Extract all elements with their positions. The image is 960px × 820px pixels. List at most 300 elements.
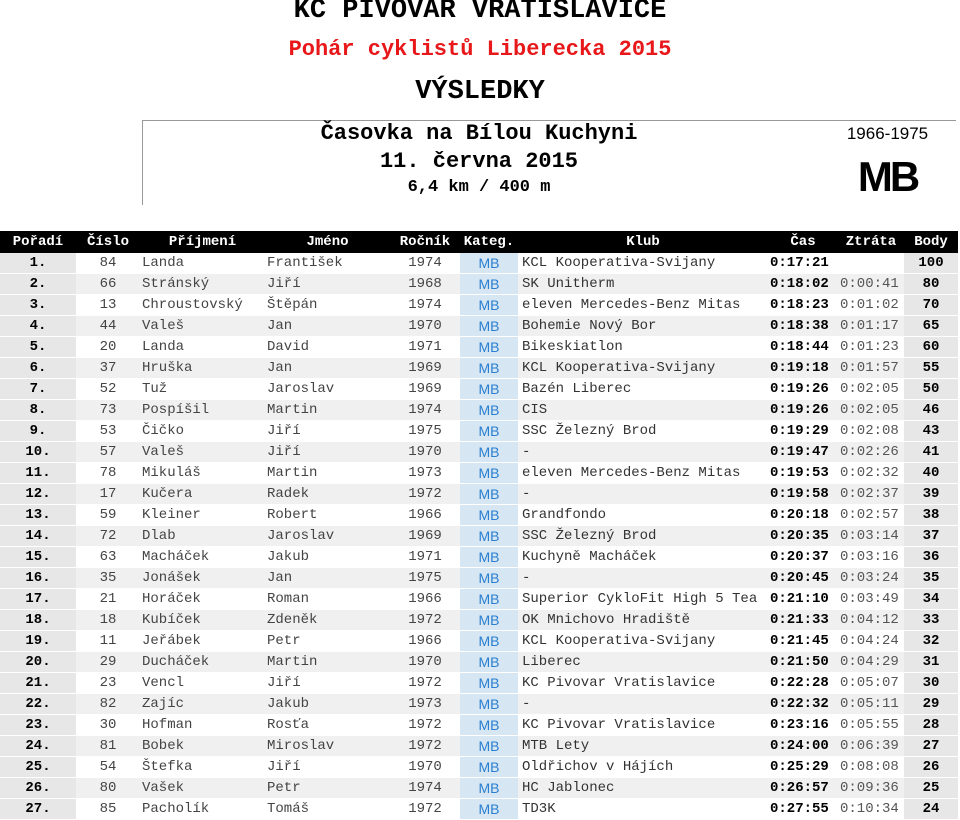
- table-row: [0, 799, 958, 820]
- time-cell: 0:19:26: [768, 379, 838, 400]
- birth-year-cell: 1972: [390, 715, 460, 736]
- points-cell: 50: [904, 379, 958, 400]
- table-row: [0, 589, 958, 610]
- surname-cell: Jeřábek: [140, 631, 265, 652]
- points-cell: 24: [904, 799, 958, 820]
- bib-number-cell: 72: [76, 526, 140, 547]
- points-cell: 34: [904, 589, 958, 610]
- points-cell: 70: [904, 295, 958, 316]
- position-cell: 17.: [0, 589, 76, 610]
- club-cell: -: [518, 442, 768, 463]
- points-cell: 36: [904, 547, 958, 568]
- position-cell: 7.: [0, 379, 76, 400]
- points-cell: 25: [904, 778, 958, 799]
- time-loss-cell: 0:01:02: [838, 295, 904, 316]
- time-cell: 0:20:37: [768, 547, 838, 568]
- points-cell: 26: [904, 757, 958, 778]
- club-cell: KC Pivovar Vratislavice: [518, 715, 768, 736]
- time-cell: 0:21:33: [768, 610, 838, 631]
- table-row: [0, 379, 958, 400]
- time-cell: 0:17:21: [768, 253, 838, 274]
- table-row: [0, 505, 958, 526]
- birth-year-cell: 1974: [390, 400, 460, 421]
- time-cell: 0:20:18: [768, 505, 838, 526]
- surname-cell: Kleiner: [140, 505, 265, 526]
- bib-number-cell: 23: [76, 673, 140, 694]
- birth-year-cell: 1969: [390, 379, 460, 400]
- time-cell: 0:25:29: [768, 757, 838, 778]
- bib-number-cell: 54: [76, 757, 140, 778]
- table-row: [0, 694, 958, 715]
- category-cell: MB: [460, 673, 518, 694]
- time-loss-cell: 0:04:29: [838, 652, 904, 673]
- time-loss-cell: [838, 253, 904, 274]
- bib-number-cell: 17: [76, 484, 140, 505]
- club-cell: KC Pivovar Vratislavice: [518, 673, 768, 694]
- time-loss-cell: 0:03:16: [838, 547, 904, 568]
- club-cell: TD3K: [518, 799, 768, 820]
- club-cell: KCL Kooperativa-Svijany: [518, 358, 768, 379]
- table-row: [0, 547, 958, 568]
- bib-number-cell: 59: [76, 505, 140, 526]
- first-name-cell: Jakub: [265, 547, 390, 568]
- table-row: [0, 568, 958, 589]
- birth-year-cell: 1966: [390, 505, 460, 526]
- first-name-cell: Štěpán: [265, 295, 390, 316]
- column-header: Jméno: [265, 231, 390, 253]
- time-cell: 0:19:47: [768, 442, 838, 463]
- position-cell: 12.: [0, 484, 76, 505]
- table-row: [0, 736, 958, 757]
- position-cell: 5.: [0, 337, 76, 358]
- club-cell: Superior CykloFit High 5 Tea: [518, 589, 768, 610]
- category-years: 1966-1975: [846, 124, 929, 143]
- first-name-cell: Radek: [265, 484, 390, 505]
- position-cell: 14.: [0, 526, 76, 547]
- position-cell: 1.: [0, 253, 76, 274]
- birth-year-cell: 1973: [390, 694, 460, 715]
- time-loss-cell: 0:02:05: [838, 379, 904, 400]
- time-loss-cell: 0:04:12: [838, 610, 904, 631]
- results-title: VÝSLEDKY: [415, 77, 545, 107]
- points-cell: 32: [904, 631, 958, 652]
- time-cell: 0:22:32: [768, 694, 838, 715]
- category-cell: MB: [460, 610, 518, 631]
- table-row: [0, 715, 958, 736]
- birth-year-cell: 1972: [390, 673, 460, 694]
- surname-cell: Hofman: [140, 715, 265, 736]
- category-cell: MB: [460, 631, 518, 652]
- time-loss-cell: 0:03:49: [838, 589, 904, 610]
- bib-number-cell: 29: [76, 652, 140, 673]
- time-cell: 0:19:26: [768, 400, 838, 421]
- table-row: [0, 253, 958, 274]
- position-cell: 22.: [0, 694, 76, 715]
- surname-cell: Tuž: [140, 379, 265, 400]
- first-name-cell: Petr: [265, 778, 390, 799]
- surname-cell: Horáček: [140, 589, 265, 610]
- surname-cell: Čičko: [140, 421, 265, 442]
- time-loss-cell: 0:02:26: [838, 442, 904, 463]
- category-cell: MB: [460, 694, 518, 715]
- points-cell: 41: [904, 442, 958, 463]
- bib-number-cell: 85: [76, 799, 140, 820]
- bib-number-cell: 80: [76, 778, 140, 799]
- points-cell: 43: [904, 421, 958, 442]
- category-cell: MB: [460, 400, 518, 421]
- category-cell: MB: [460, 505, 518, 526]
- table-row: [0, 358, 958, 379]
- position-cell: 8.: [0, 400, 76, 421]
- position-cell: 10.: [0, 442, 76, 463]
- surname-cell: Kubíček: [140, 610, 265, 631]
- points-cell: 30: [904, 673, 958, 694]
- time-loss-cell: 0:05:55: [838, 715, 904, 736]
- time-loss-cell: 0:09:36: [838, 778, 904, 799]
- birth-year-cell: 1970: [390, 316, 460, 337]
- club-cell: SSC Železný Brod: [518, 526, 768, 547]
- points-cell: 27: [904, 736, 958, 757]
- points-cell: 46: [904, 400, 958, 421]
- table-row: [0, 778, 958, 799]
- club-cell: SSC Železný Brod: [518, 421, 768, 442]
- birth-year-cell: 1972: [390, 484, 460, 505]
- points-cell: 60: [904, 337, 958, 358]
- category-cell: MB: [460, 442, 518, 463]
- birth-year-cell: 1966: [390, 589, 460, 610]
- category-cell: MB: [460, 358, 518, 379]
- category-cell: MB: [460, 547, 518, 568]
- first-name-cell: Jaroslav: [265, 379, 390, 400]
- club-cell: CIS: [518, 400, 768, 421]
- birth-year-cell: 1973: [390, 463, 460, 484]
- time-cell: 0:19:18: [768, 358, 838, 379]
- surname-cell: Kučera: [140, 484, 265, 505]
- birth-year-cell: 1971: [390, 337, 460, 358]
- club-cell: -: [518, 694, 768, 715]
- first-name-cell: Jakub: [265, 694, 390, 715]
- first-name-cell: Jiří: [265, 673, 390, 694]
- category-cell: MB: [460, 757, 518, 778]
- bib-number-cell: 82: [76, 694, 140, 715]
- first-name-cell: František: [265, 253, 390, 274]
- table-row: [0, 526, 958, 547]
- club-cell: eleven Mercedes-Benz Mitas: [518, 463, 768, 484]
- bib-number-cell: 84: [76, 253, 140, 274]
- points-cell: 35: [904, 568, 958, 589]
- bib-number-cell: 21: [76, 589, 140, 610]
- birth-year-cell: 1974: [390, 778, 460, 799]
- birth-year-cell: 1968: [390, 274, 460, 295]
- surname-cell: Vencl: [140, 673, 265, 694]
- surname-cell: Valeš: [140, 442, 265, 463]
- first-name-cell: David: [265, 337, 390, 358]
- first-name-cell: Tomáš: [265, 799, 390, 820]
- results-table: [0, 231, 958, 820]
- points-cell: 37: [904, 526, 958, 547]
- birth-year-cell: 1975: [390, 568, 460, 589]
- column-header: Číslo: [76, 231, 140, 253]
- surname-cell: Pospíšil: [140, 400, 265, 421]
- position-cell: 3.: [0, 295, 76, 316]
- time-loss-cell: 0:02:08: [838, 421, 904, 442]
- time-loss-cell: 0:02:32: [838, 463, 904, 484]
- position-cell: 24.: [0, 736, 76, 757]
- category-cell: MB: [460, 652, 518, 673]
- surname-cell: Vašek: [140, 778, 265, 799]
- first-name-cell: Martin: [265, 652, 390, 673]
- time-loss-cell: 0:03:14: [838, 526, 904, 547]
- category-cell: MB: [460, 379, 518, 400]
- table-row: [0, 337, 958, 358]
- column-header: Příjmení: [140, 231, 265, 253]
- position-cell: 6.: [0, 358, 76, 379]
- birth-year-cell: 1970: [390, 652, 460, 673]
- time-cell: 0:21:10: [768, 589, 838, 610]
- time-cell: 0:20:45: [768, 568, 838, 589]
- birth-year-cell: 1970: [390, 757, 460, 778]
- club-cell: eleven Mercedes-Benz Mitas: [518, 295, 768, 316]
- event-name: Časovka na Bílou Kuchyni: [320, 121, 638, 146]
- birth-year-cell: 1970: [390, 442, 460, 463]
- birth-year-cell: 1966: [390, 631, 460, 652]
- time-loss-cell: 0:01:57: [838, 358, 904, 379]
- category-cell: MB: [460, 484, 518, 505]
- surname-cell: Zajíc: [140, 694, 265, 715]
- bib-number-cell: 52: [76, 379, 140, 400]
- club-cell: KCL Kooperativa-Svijany: [518, 631, 768, 652]
- time-cell: 0:26:57: [768, 778, 838, 799]
- club-cell: KCL Kooperativa-Svijany: [518, 253, 768, 274]
- category-cell: MB: [460, 253, 518, 274]
- time-loss-cell: 0:06:39: [838, 736, 904, 757]
- time-loss-cell: 0:02:37: [838, 484, 904, 505]
- time-cell: 0:24:00: [768, 736, 838, 757]
- first-name-cell: Martin: [265, 400, 390, 421]
- points-cell: 29: [904, 694, 958, 715]
- event-date: 11. června 2015: [379, 149, 579, 174]
- surname-cell: Macháček: [140, 547, 265, 568]
- time-loss-cell: 0:01:23: [838, 337, 904, 358]
- birth-year-cell: 1974: [390, 295, 460, 316]
- position-cell: 9.: [0, 421, 76, 442]
- club-cell: Kuchyně Macháček: [518, 547, 768, 568]
- table-row: [0, 295, 958, 316]
- table-row: [0, 316, 958, 337]
- bib-number-cell: 73: [76, 400, 140, 421]
- club-cell: MTB Lety: [518, 736, 768, 757]
- category-cell: MB: [460, 778, 518, 799]
- first-name-cell: Miroslav: [265, 736, 390, 757]
- club-cell: SK Unitherm: [518, 274, 768, 295]
- time-cell: 0:19:58: [768, 484, 838, 505]
- birth-year-cell: 1974: [390, 253, 460, 274]
- first-name-cell: Martin: [265, 463, 390, 484]
- bib-number-cell: 57: [76, 442, 140, 463]
- club-cell: Bohemie Nový Bor: [518, 316, 768, 337]
- surname-cell: Ducháček: [140, 652, 265, 673]
- time-cell: 0:22:28: [768, 673, 838, 694]
- time-cell: 0:21:50: [768, 652, 838, 673]
- surname-cell: Pacholík: [140, 799, 265, 820]
- club-cell: Oldřichov v Hájích: [518, 757, 768, 778]
- birth-year-cell: 1975: [390, 421, 460, 442]
- points-cell: 28: [904, 715, 958, 736]
- time-cell: 0:20:35: [768, 526, 838, 547]
- points-cell: 31: [904, 652, 958, 673]
- bib-number-cell: 37: [76, 358, 140, 379]
- birth-year-cell: 1972: [390, 736, 460, 757]
- time-loss-cell: 0:04:24: [838, 631, 904, 652]
- table-row: [0, 442, 958, 463]
- event-course: 6,4 km / 400 m: [407, 178, 551, 197]
- first-name-cell: Roman: [265, 589, 390, 610]
- time-loss-cell: 0:02:57: [838, 505, 904, 526]
- position-cell: 18.: [0, 610, 76, 631]
- time-cell: 0:19:53: [768, 463, 838, 484]
- points-cell: 55: [904, 358, 958, 379]
- points-cell: 39: [904, 484, 958, 505]
- time-loss-cell: 0:10:34: [838, 799, 904, 820]
- column-header: Klub: [518, 231, 768, 253]
- points-cell: 100: [904, 253, 958, 274]
- club-cell: -: [518, 568, 768, 589]
- column-header: Čas: [768, 231, 838, 253]
- first-name-cell: Jan: [265, 568, 390, 589]
- surname-cell: Valeš: [140, 316, 265, 337]
- points-cell: 65: [904, 316, 958, 337]
- time-cell: 0:18:44: [768, 337, 838, 358]
- club-cell: Bazén Liberec: [518, 379, 768, 400]
- first-name-cell: Jan: [265, 358, 390, 379]
- first-name-cell: Robert: [265, 505, 390, 526]
- club-cell: OK Mnichovo Hradiště: [518, 610, 768, 631]
- time-loss-cell: 0:00:41: [838, 274, 904, 295]
- position-cell: 27.: [0, 799, 76, 820]
- time-cell: 0:27:55: [768, 799, 838, 820]
- column-header: Pořadí: [0, 231, 76, 253]
- table-row: [0, 421, 958, 442]
- bib-number-cell: 53: [76, 421, 140, 442]
- first-name-cell: Jaroslav: [265, 526, 390, 547]
- table-row: [0, 610, 958, 631]
- surname-cell: Dlab: [140, 526, 265, 547]
- time-loss-cell: 0:02:05: [838, 400, 904, 421]
- club-cell: Bikeskiatlon: [518, 337, 768, 358]
- club-cell: HC Jablonec: [518, 778, 768, 799]
- time-loss-cell: 0:05:11: [838, 694, 904, 715]
- category-cell: MB: [460, 295, 518, 316]
- first-name-cell: Jiří: [265, 757, 390, 778]
- category-cell: MB: [460, 736, 518, 757]
- table-row: [0, 274, 958, 295]
- first-name-cell: Petr: [265, 631, 390, 652]
- bib-number-cell: 78: [76, 463, 140, 484]
- time-loss-cell: 0:03:24: [838, 568, 904, 589]
- position-cell: 13.: [0, 505, 76, 526]
- points-cell: 33: [904, 610, 958, 631]
- time-loss-cell: 0:01:17: [838, 316, 904, 337]
- birth-year-cell: 1972: [390, 799, 460, 820]
- category-cell: MB: [460, 715, 518, 736]
- bib-number-cell: 81: [76, 736, 140, 757]
- time-cell: 0:23:16: [768, 715, 838, 736]
- time-loss-cell: 0:08:08: [838, 757, 904, 778]
- table-row: [0, 652, 958, 673]
- first-name-cell: Jan: [265, 316, 390, 337]
- first-name-cell: Jiří: [265, 421, 390, 442]
- bib-number-cell: 44: [76, 316, 140, 337]
- points-cell: 40: [904, 463, 958, 484]
- organizer-title: KC PIVOVAR VRATISLAVICE: [293, 0, 667, 26]
- category-cell: MB: [460, 799, 518, 820]
- category-cell: MB: [460, 337, 518, 358]
- club-cell: Grandfondo: [518, 505, 768, 526]
- club-cell: -: [518, 484, 768, 505]
- position-cell: 16.: [0, 568, 76, 589]
- time-cell: 0:19:29: [768, 421, 838, 442]
- surname-cell: Landa: [140, 253, 265, 274]
- position-cell: 19.: [0, 631, 76, 652]
- category-cell: MB: [460, 568, 518, 589]
- table-row: [0, 673, 958, 694]
- column-header: Kateg.: [460, 231, 518, 253]
- surname-cell: Mikuláš: [140, 463, 265, 484]
- points-cell: 38: [904, 505, 958, 526]
- bib-number-cell: 11: [76, 631, 140, 652]
- position-cell: 20.: [0, 652, 76, 673]
- time-cell: 0:18:23: [768, 295, 838, 316]
- surname-cell: Chroustovský: [140, 295, 265, 316]
- surname-cell: Bobek: [140, 736, 265, 757]
- time-cell: 0:18:38: [768, 316, 838, 337]
- bib-number-cell: 63: [76, 547, 140, 568]
- surname-cell: Jonášek: [140, 568, 265, 589]
- birth-year-cell: 1969: [390, 526, 460, 547]
- position-cell: 25.: [0, 757, 76, 778]
- series-title: Pohár cyklistů Liberecka 2015: [288, 37, 672, 62]
- time-cell: 0:18:02: [768, 274, 838, 295]
- table-row: [0, 757, 958, 778]
- position-cell: 2.: [0, 274, 76, 295]
- column-header: Body: [904, 231, 958, 253]
- time-cell: 0:21:45: [768, 631, 838, 652]
- birth-year-cell: 1971: [390, 547, 460, 568]
- surname-cell: Stránský: [140, 274, 265, 295]
- surname-cell: Hruška: [140, 358, 265, 379]
- category-cell: MB: [460, 316, 518, 337]
- position-cell: 21.: [0, 673, 76, 694]
- first-name-cell: Jiří: [265, 442, 390, 463]
- column-header: Ročník: [390, 231, 460, 253]
- birth-year-cell: 1969: [390, 358, 460, 379]
- category-cell: MB: [460, 463, 518, 484]
- position-cell: 11.: [0, 463, 76, 484]
- first-name-cell: Zdeněk: [265, 610, 390, 631]
- first-name-cell: Jiří: [265, 274, 390, 295]
- surname-cell: Štefka: [140, 757, 265, 778]
- table-header-row: [0, 231, 958, 253]
- category-cell: MB: [460, 274, 518, 295]
- first-name-cell: Rosťa: [265, 715, 390, 736]
- position-cell: 4.: [0, 316, 76, 337]
- category-cell: MB: [460, 589, 518, 610]
- club-cell: Liberec: [518, 652, 768, 673]
- bib-number-cell: 18: [76, 610, 140, 631]
- surname-cell: Landa: [140, 337, 265, 358]
- position-cell: 26.: [0, 778, 76, 799]
- table-row: [0, 400, 958, 421]
